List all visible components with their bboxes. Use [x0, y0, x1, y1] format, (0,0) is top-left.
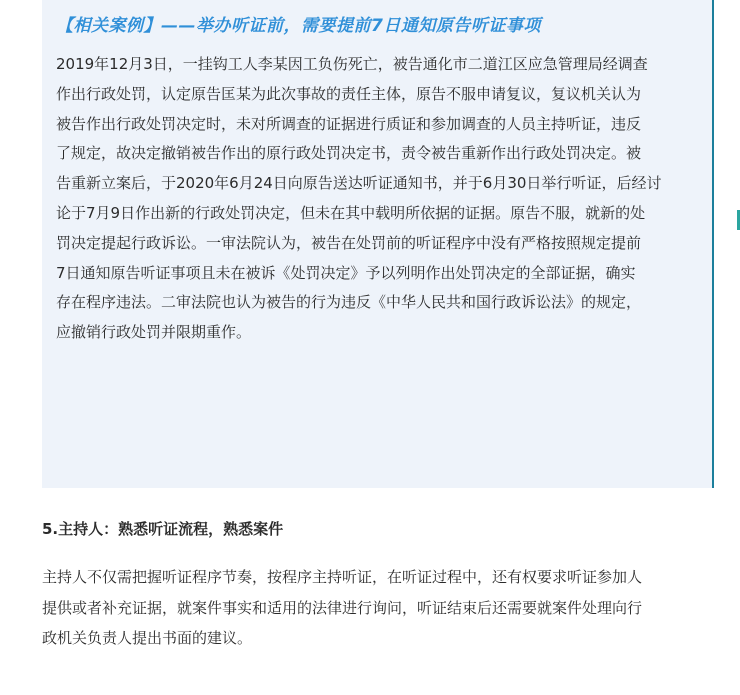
case-line: 作出行政处罚，认定原告匡某为此次事故的责任主体，原告不服申请复议，复议机关认为 [56, 84, 642, 103]
case-line: 被告作出行政处罚决定时，未对所调查的证据进行质证和参加调查的人员主持听证，违反 [56, 114, 642, 133]
section-line: 政机关负责人提出书面的建议。 [42, 629, 253, 647]
case-line: 7日通知原告听证事项且未在被诉《处罚决定》予以列明作出处罚决定的全部证据，确实 [56, 263, 636, 282]
case-line: 告重新立案后，于2020年6月24日向原告送达听证通知书，并于6月30日举行听证，后经讨 [56, 174, 662, 193]
case-line: 存在程序违法。二审法院也认为被告的行为违反《中华人民共和国行政诉讼法》的规定， [56, 293, 642, 312]
section-body [42, 562, 732, 654]
section-line: 提供或者补充证据，就案件事实和适用的法律进行询问，听证结束后还需要就案件处理向行 [42, 598, 643, 617]
case-body [56, 50, 706, 348]
case-line: 2019年12月3日，一挂钩工人李某因工负伤死亡，被告通化市二道江区应急管理局经调查 [56, 55, 648, 73]
section-line: 主持人不仅需把握听证程序节奏，按程序主持听证，在听证过程中，还有权要求听证参加人 [42, 568, 643, 586]
case-title: 【相关案例】——举办听证前，需要提前7日通知原告听证事项 [56, 16, 541, 36]
case-line: 了规定，故决定撤销被告作出的原行政处罚决定书，责令被告重新作出行政处罚决定。被 [56, 144, 642, 163]
case-line: 罚决定提起行政诉讼。一审法院认为，被告在处罚前的听证程序中没有严格按照规定提前 [56, 233, 642, 252]
section-heading: 5.主持人：熟悉听证流程，熟悉案件 [42, 520, 284, 538]
case-line: 应撤销行政处罚并限期重作。 [56, 323, 252, 342]
case-line: 论于7月9日作出新的行政处罚决定，但未在其中载明所依据的证据。原告不服，就新的处 [56, 203, 646, 222]
